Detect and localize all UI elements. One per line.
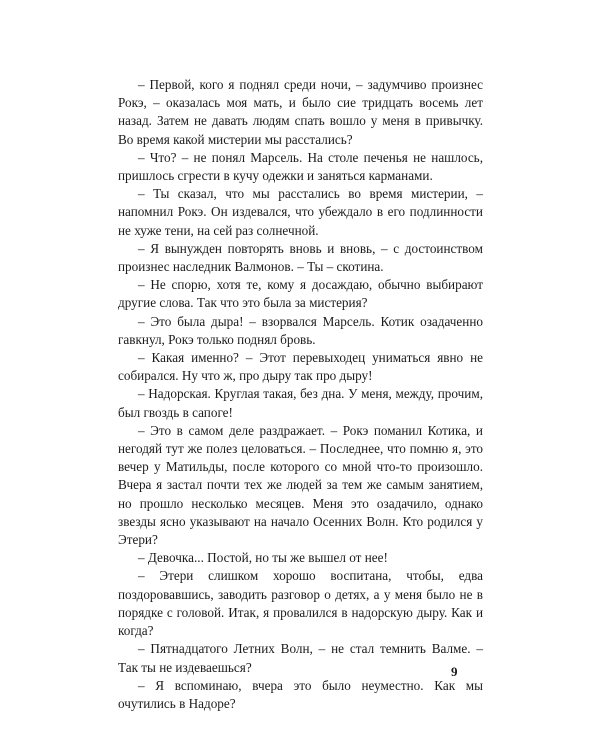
paragraph-11: – Этери слишком хорошо воспитана, чтобы, едва поздоровавшись, заводить разговор о детях, а у меня было не в порядке с головой. Итак, я провалился в надорскую дыру. Как и когда?	[118, 568, 483, 639]
paragraph-6: – Это была дыра! – взорвался Марсель. Котик озадаченно гавкнул, Рокэ только поднял бровь.	[118, 313, 483, 347]
paragraph-7: – Какая именно? – Этот перевыходец униматься явно не собирался. Ну что ж, про дыру так про дыру!	[118, 350, 483, 384]
paragraph-9: – Это в самом деле раздражает. – Рокэ поманил Котика, и негодяй тут же полез целоваться. – Последнее, что помню я, это вечер у Матильды, после которого со мной что-то произошло. Вчера я застал почти тех же людей за тем же самым занятием, но прошло несколько месяцев. Меня это озадачило, однако звезды ясно указывают на начало Осенних Волн. Кто родился у Этери?	[118, 422, 483, 548]
paragraph-3: – Ты сказал, что мы расстались во время мистерии, – напомнил Рокэ. Он издевался, что убеждало в его подлинности не хуже тени, на сей раз солнечной.	[118, 186, 483, 238]
page-number: 9	[451, 664, 458, 679]
paragraph-12: – Пятнадцатого Летних Волн, – не стал темнить Валме. – Так ты не издеваешься?	[118, 641, 483, 675]
paragraph-2: – Что? – не понял Марсель. На столе печенья не нашлось, пришлось сгрести в кучу одежки и заняться карманами.	[118, 149, 483, 184]
paragraph-8: – Надорская. Круглая такая, без дна. У меня, между, прочим, был гвоздь в сапоге!	[118, 386, 483, 420]
paragraph-4: – Я вынужден повторять вновь и вновь, – с достоинством произнес наследник Валмонов. – Ты – скотина.	[118, 240, 483, 275]
paragraph-5: – Не спорю, хотя те, кому я досаждаю, обычно выбирают другие слова. Так что это была за мистерия?	[118, 277, 483, 311]
paragraph-10: – Девочка... Постой, но ты же вышел от нее!	[138, 550, 388, 566]
paragraph-13: – Я вспоминаю, вчера это было неуместно. Как мы очутились в Надоре?	[118, 677, 483, 711]
body-text	[118, 76, 483, 713]
paragraph-1: – Первой, кого я поднял среди ночи, – задумчиво произнес Рокэ, – оказалась моя мать, и было сие тридцать восемь лет назад. Затем не давать людям спать вошло у меня в привычку. Во время какой мистерии мы расстались?	[118, 77, 483, 147]
